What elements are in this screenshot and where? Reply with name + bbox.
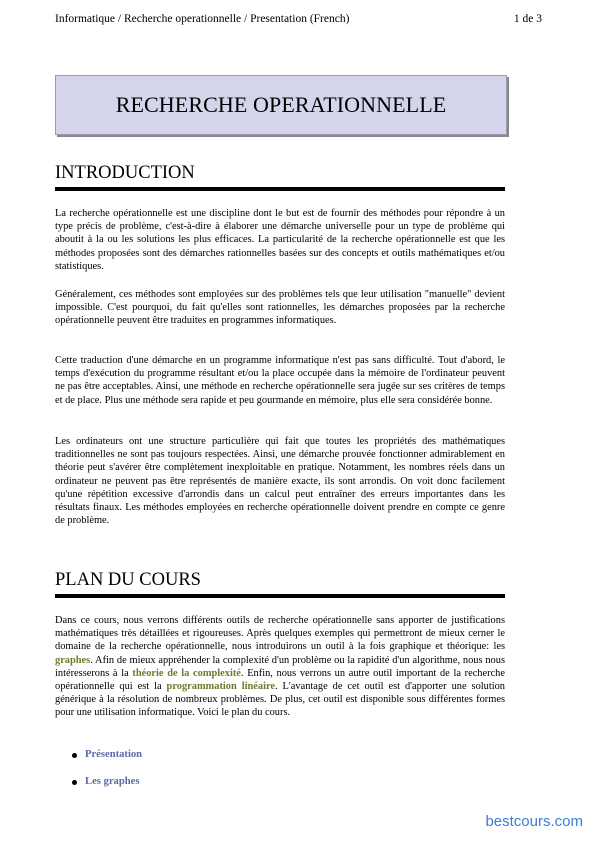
outline-link-presentation[interactable]: Présentation	[85, 749, 143, 760]
page-title: RECHERCHE OPERATIONNELLE	[115, 92, 447, 117]
graphes-link[interactable]: graphes	[55, 654, 91, 666]
plan-text-1: Dans ce cours, nous verrons différents outils de recherche opérationnelle sans apporter de justifications mathématiques très détaillées et rigoureuses. Après quelques exemples qui permettront de mieux cerner le domaine de la recherche opérationnelle, nous introduirons un outil à la fois graphique et théorique: les	[55, 615, 505, 653]
intro-paragraph-4: Les ordinateurs ont une structure particulière qui fait que toutes les propriétés des mathématiques traditionnelles ne sont pas toujours respectées. Ainsi, une démarche prouvée fonctionner admirablement en théorie peut s'avérer être complètement inexploitable en pratique. Notamment, les nombres réels dans un ordinateur ne peuvent pas être représentés de manière exacte, ils sont arrondis. On voit donc facilement qu'une répétition excessive d'arrondis dans un calcul peut entraîner des erreurs importantes dans les résultats finaux. Les méthodes employées en recherche opérationnelle doivent prendre en compte ce genre de problème.	[55, 436, 505, 527]
intro-paragraph-1: La recherche opérationnelle est une discipline dont le but est de fournir des méthodes pour répondre à un type précis de problème, c'est-à-dire à élaborer une démarche universelle pour un type de problème qui aboutit à la ou les solutions les plus efficaces. La particularité de la recherche opérationnelle est que les méthodes proposées sont des démarches rationnelles basées sur des concepts et outils mathématiques et/ou statistiques.	[55, 208, 505, 272]
watermark: bestcours.com	[485, 813, 583, 830]
plan-text-2: . Afin de mieux appréhender la complexité d'un problème ou la rapidité d'un algorithme, nous nous intéresserons à la	[55, 654, 505, 679]
linear-programming-link[interactable]: programmation linéaire	[166, 681, 276, 693]
breadcrumb: Informatique / Recherche operationnelle / Presentation (French)	[55, 13, 350, 25]
course-outline-list	[55, 748, 505, 802]
list-item	[55, 748, 505, 775]
plan-text-4: . L'avantage de cet outil est d'apporter une solution générique à la résolution de nombreux problèmes. De plus, cet outil est disponible sous différentes formes pour une utilisation informatique. Voici le plan du cours.	[55, 681, 506, 719]
title-box	[55, 75, 507, 135]
intro-heading: INTRODUCTION	[55, 163, 505, 191]
intro-paragraph-2: Généralement, ces méthodes sont employées sur des problèmes tels que leur utilisation "manuelle" devient impossible. C'est pourquoi, du fait qu'elles sont rationnelles, les démarches proposées par la recherche opérationnelle peuvent être traduites en programmes informatiques.	[55, 289, 505, 327]
running-header	[55, 12, 542, 26]
plan-paragraph	[55, 614, 505, 720]
plan-text-3: . Enfin, nous verrons un autre outil important de la recherche opérationnelle qui est la	[55, 667, 505, 693]
page-indicator: 1 de 3	[513, 13, 542, 25]
plan-heading: PLAN DU COURS	[55, 570, 505, 598]
outline-link-graphes[interactable]: Les graphes	[85, 776, 140, 787]
complexity-theory-link[interactable]: théorie de la complexité	[132, 667, 241, 679]
bullet-icon	[72, 753, 77, 758]
bullet-icon	[72, 780, 77, 785]
intro-paragraph-3: Cette traduction d'une démarche en un programme informatique n'est pas sans difficulté. Tout d'abord, le temps d'exécution du programme résultant et/ou la place occupée dans la mémoire de l'ordinateur peuvent ne pas être acceptables. Ainsi, une méthode en recherche opérationnelle sera jugée sur ses critères de temps et de place. Plus une méthode sera rapide et peu gourmande en mémoire, plus elle sera considérée bonne.	[55, 355, 505, 406]
list-item	[55, 775, 505, 802]
